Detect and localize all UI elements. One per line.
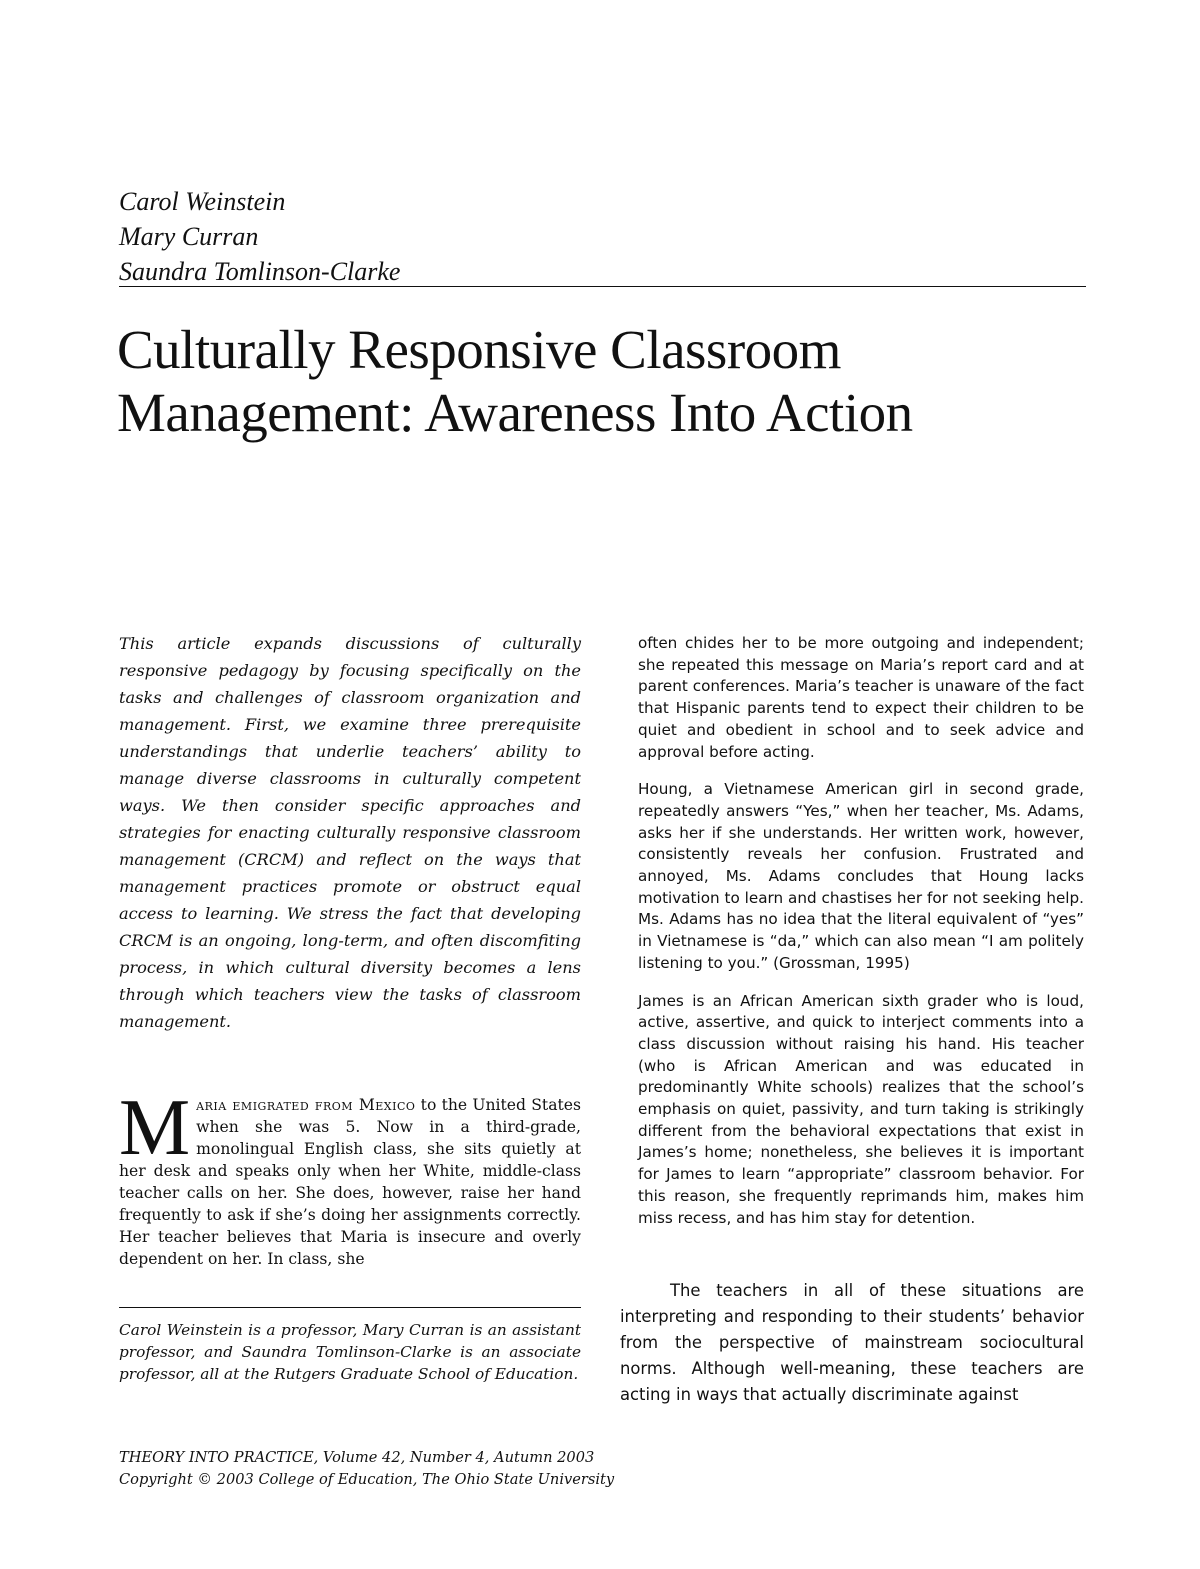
drop-cap: M [119, 1084, 191, 1172]
journal-footer [119, 1447, 819, 1491]
header-rule [119, 286, 1086, 287]
article-title [117, 318, 1117, 444]
author-list [119, 184, 619, 289]
footnote-rule [119, 1307, 581, 1308]
journal-citation: THEORY INTO PRACTICE, Volume 42, Number 4, Autumn 2003 [119, 1449, 595, 1466]
abstract: This article expands discussions of culturally responsive pedagogy by focusing specifically on the tasks and challenges of classroom organization and management. First, we examine three prerequisite understandings that underlie teachers’ ability to manage diverse classrooms in culturally competent ways. We then consider specific approaches and strategies for enacting culturally responsive classroom management (CRCM) and reflect on the ways that management practices promote or obstruct equal access to learning. We stress the fact that developing CRCM is an ongoing, long-term, and often discomfiting process, in which cultural diversity becomes a lens through which teachers view the tasks of classroom management. [119, 634, 581, 1031]
author-name: Saundra Tomlinson-Clarke [119, 257, 401, 286]
copyright-notice: Copyright © 2003 College of Education, The Ohio State University [119, 1471, 615, 1488]
title-line: Culturally Responsive Classroom [117, 319, 841, 380]
vignette-paragraph: often chides her to be more outgoing and independent; she repeated this message on Maria’s report card and at parent conferences. Maria’s teacher is unaware of the fact that Hispanic parents tend to expect their children to be quiet and obedient in school and to seek advice and approval before acting. [638, 634, 1084, 761]
intro-paragraph [119, 1084, 581, 1270]
author-name: Carol Weinstein [119, 187, 286, 216]
author-name: Mary Curran [119, 222, 259, 251]
author-note: Carol Weinstein is a professor, Mary Curran is an assistant professor, and Saundra Tomlinson-Clarke is an associate professor, all at the Rutgers Graduate School of Education. [119, 1321, 581, 1383]
main-text-paragraph: The teachers in all of these situations are interpreting and responding to their students’ behavior from the perspective of mainstream sociocultural norms. Although well-meaning, these teachers are acting in ways that actually discriminate against [620, 1281, 1084, 1404]
vignette-paragraph: Houng, a Vietnamese American girl in second grade, repeatedly answers “Yes,” when her teacher, Ms. Adams, asks her if she understands. Her written work, however, consistently reveals her confusion. Frustrated and annoyed, Ms. Adams concludes that Houng lacks motivation to learn and chastises her for not seeking help. Ms. Adams has no idea that the literal equivalent of “yes” in Vietnamese is “da,” which can also mean “I am politely listening to you.” (Grossman, 1995) [638, 780, 1084, 972]
intro-text: to the United States when she was 5. Now in a third-grade, monolingual English class, she sits quietly at her desk and speaks only when her White, middle-class teacher calls on her. She does, however, raise her hand frequently to ask if she’s doing her assignments correctly. Her teacher believes that Maria is insecure and overly dependent on her. In class, she [119, 1096, 581, 1268]
title-line: Management: Awareness Into Action [117, 382, 913, 443]
vignette-paragraph: James is an African American sixth grader who is loud, active, assertive, and quick to interject comments into a class discussion without raising his hand. His teacher (who is African American and was educated in predominantly White schools) realizes that the school’s emphasis on quiet, passivity, and turn taking is strikingly different from the behavioral expectations that exist in James’s home; nonetheless, she believes it is important for James to learn “appropriate” classroom behavior. For this reason, she frequently reprimands him, makes him miss recess, and has him stay for detention. [638, 991, 1084, 1227]
lead-in: aria emigrated from Mexico [196, 1096, 416, 1114]
case-vignettes [638, 633, 1084, 1245]
